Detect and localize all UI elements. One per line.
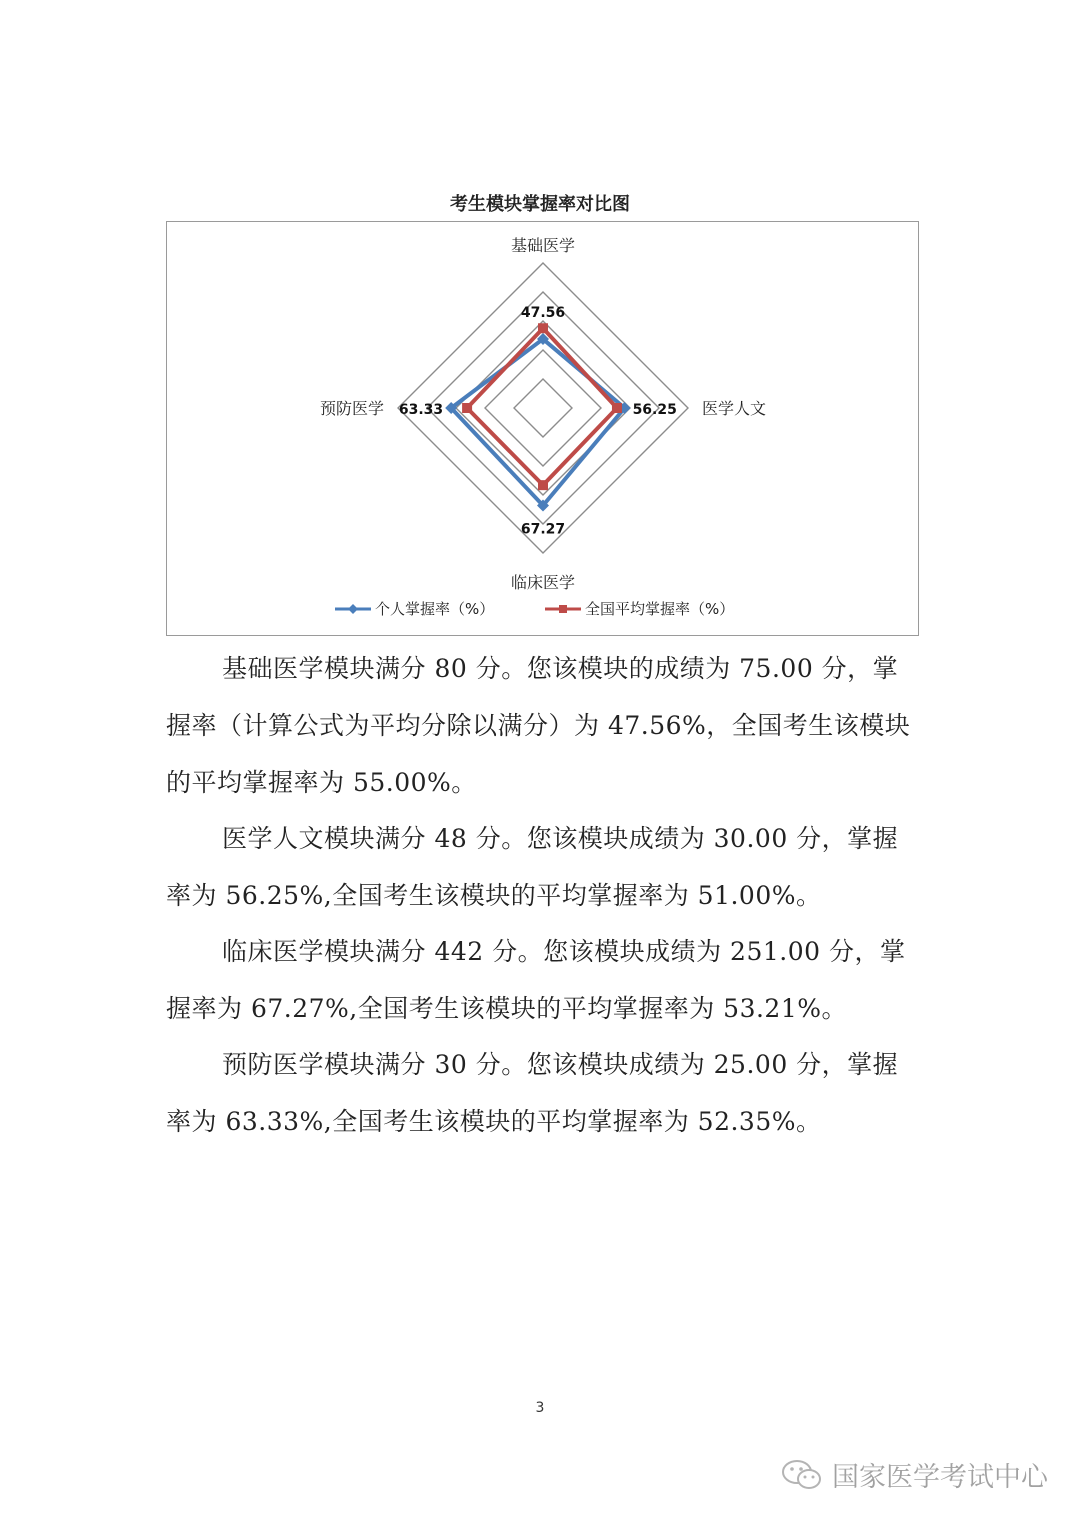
- radar-chart: [167, 222, 918, 635]
- wechat-icon: [780, 1457, 824, 1493]
- paragraph-medical-humanities: 医学人文模块满分 48 分。您该模块成绩为 30.00 分，掌握率为 56.25%,全国考生该模块的平均掌握率为 51.00%。: [166, 824, 899, 910]
- axis-label-0: 基础医学: [510, 236, 576, 255]
- paragraph-basic-medicine: 基础医学模块满分 80 分。您该模块的成绩为 75.00 分，掌握率（计算公式为平均分除以满分）为 47.56%，全国考生该模块的平均掌握率为 55.00%。: [166, 654, 911, 797]
- legend-label-1: 全国平均掌握率（%）: [585, 600, 735, 618]
- series-point-1-1: [612, 403, 622, 413]
- series-point-1-3: [462, 403, 472, 413]
- chart-frame: [166, 221, 919, 636]
- grid-ring-2: [456, 321, 630, 495]
- data-label-1: 56.25: [632, 402, 677, 418]
- series-point-1-2: [538, 480, 548, 490]
- page-number: 3: [535, 1400, 545, 1416]
- series-point-1-0: [538, 323, 548, 333]
- watermark-text: 国家医学考试中心: [832, 1462, 1048, 1493]
- paragraph-preventive-medicine: 预防医学模块满分 30 分。您该模块成绩为 25.00 分，掌握率为 63.33%,全国考生该模块的平均掌握率为 52.35%。: [166, 1050, 899, 1136]
- legend-label-0: 个人掌握率（%）: [375, 600, 495, 618]
- chart-title: 考生模块掌握率对比图: [450, 194, 630, 215]
- chart-legend: [335, 600, 734, 618]
- legend-marker-0: [348, 604, 358, 614]
- paragraph-clinical-medicine: 临床医学模块满分 442 分。您该模块成绩为 251.00 分，掌握率为 67.27%,全国考生该模块的平均掌握率为 53.21%。: [166, 937, 906, 1023]
- data-label-0: 47.56: [520, 305, 566, 322]
- data-label-2: 67.27: [520, 521, 566, 538]
- axis-label-3: 预防医学: [319, 399, 384, 418]
- axis-label-1: 医学人文: [702, 399, 767, 418]
- radar-labels: [320, 236, 766, 592]
- legend-marker-1: [559, 605, 567, 613]
- grid-ring-0: [514, 379, 572, 437]
- watermark: [780, 1455, 1048, 1494]
- data-label-3: 63.33: [398, 402, 444, 418]
- axis-label-2: 临床医学: [510, 573, 576, 592]
